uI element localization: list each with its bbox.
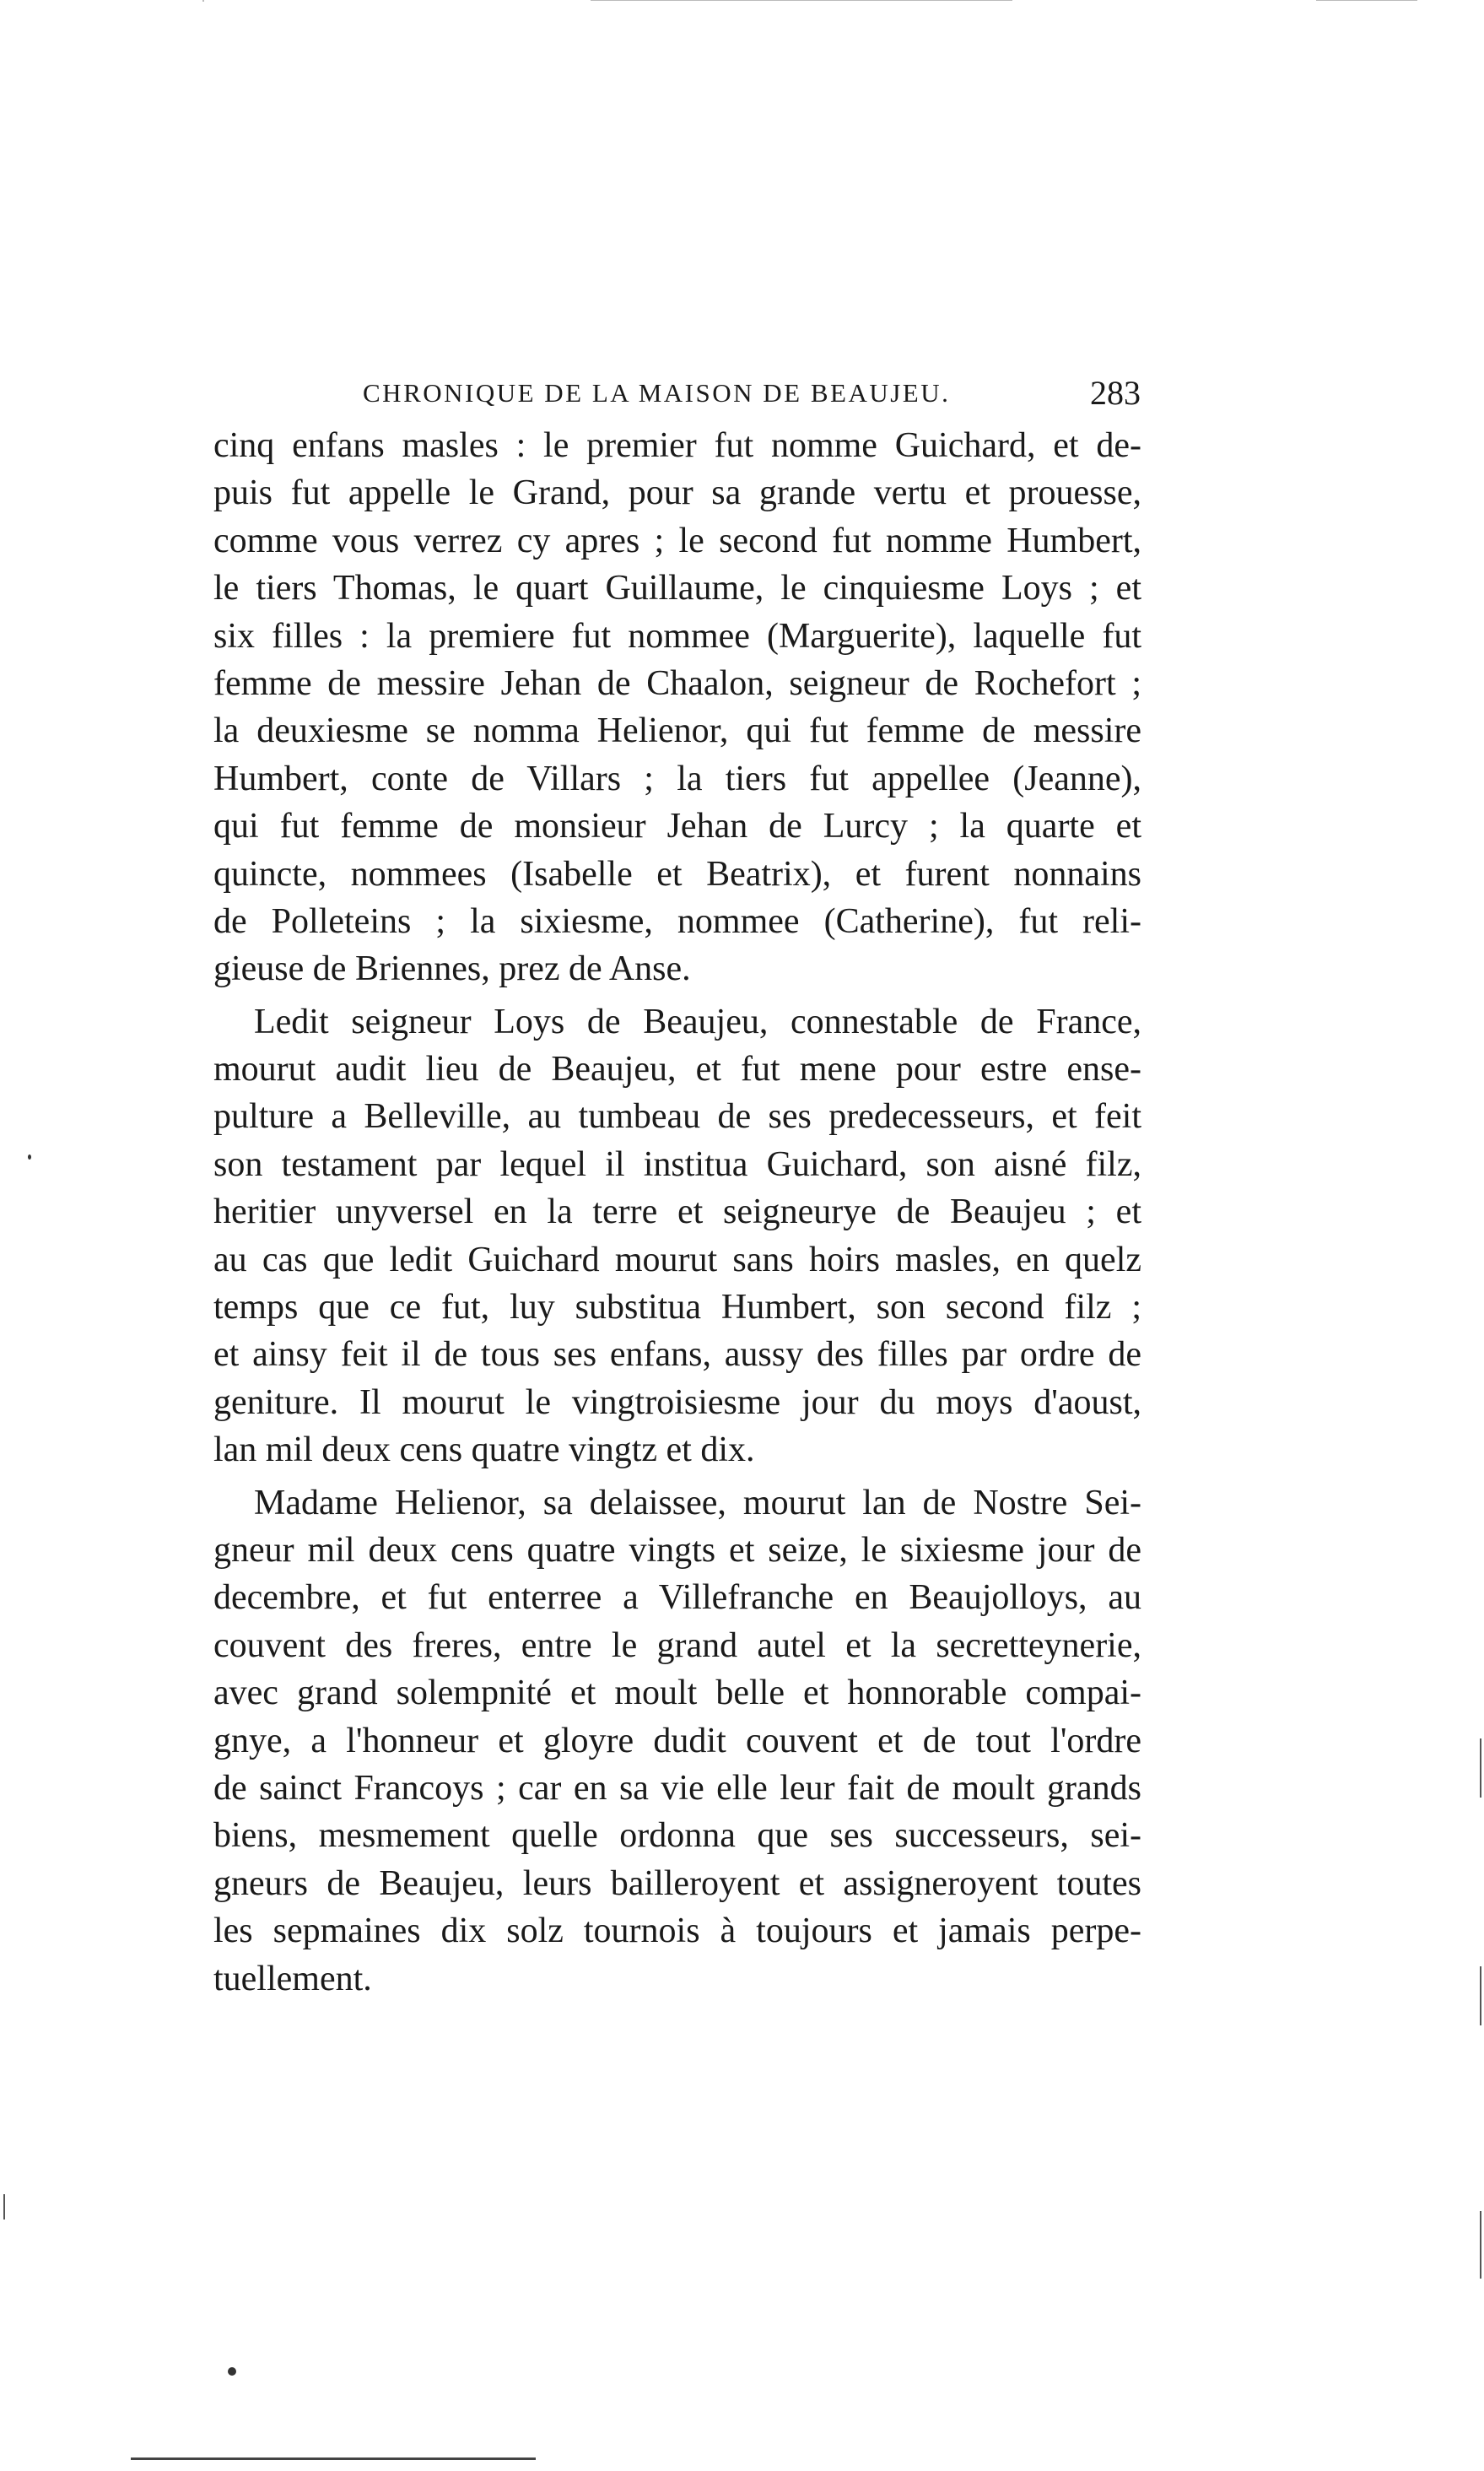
text-line: Ledit seigneur Loys de Beaujeu, connestable de France, [254, 1002, 1141, 1041]
text-line: couvent des freres, entre le grand autel et la secretteynerie, [213, 1625, 1141, 1665]
text-line: heritier unyversel en la terre et seigneurye de Beaujeu ; et [213, 1192, 1141, 1232]
text-line: comme vous verrez cy apres ; le second fut nomme Humbert, [213, 521, 1141, 560]
text-line: temps que ce fut, luy substitua Humbert, son second filz ; [213, 1288, 1141, 1327]
text-line: decembre, et fut enterree a Villefranche en Beaujolloys, au [213, 1578, 1141, 1618]
text-line: et ainsy feit il de tous ses enfans, aussy des filles par ordre de [213, 1335, 1141, 1375]
text-line: femme de messire Jehan de Chaalon, seigneur de Rochefort ; [213, 663, 1141, 703]
text-line: Madame Helienor, sa delaissee, mourut lan de Nostre Sei- [254, 1483, 1141, 1522]
text-line: geniture. Il mourut le vingtroisiesme jour du moys d'aoust, [213, 1382, 1141, 1422]
text-line: pulture a Belleville, au tumbeau de ses predecesseurs, et feit [213, 1097, 1141, 1137]
scan-bottom-rule [131, 2457, 536, 2460]
text-line: gneur mil deux cens quatre vingts et seize, le sixiesme jour de [213, 1530, 1141, 1570]
text-line: lan mil deux cens quatre vingtz et dix. [213, 1430, 755, 1470]
paragraph-1 [213, 422, 1141, 993]
text-line: qui fut femme de monsieur Jehan de Lurcy ; la quarte et [213, 807, 1141, 846]
page-number: 283 [1090, 374, 1141, 412]
scan-edge-mark [1480, 2211, 1481, 2279]
scan-edge-mark [1480, 1738, 1481, 1798]
text-line: tuellement. [213, 1959, 372, 1998]
text-line: gnye, a l'honneur et gloyre dudit couvent et de tout l'ordre [213, 1721, 1141, 1760]
text-line: biens, mesmement quelle ordonna que ses successeurs, sei- [213, 1816, 1141, 1856]
text-line: de sainct Francoys ; car en sa vie elle leur fait de moult grands [213, 1768, 1141, 1808]
paragraph-2 [213, 998, 1141, 1474]
text-line: les sepmaines dix solz tournois à toujours et jamais perpe- [213, 1911, 1141, 1951]
text-line: avec grand solempnité et moult belle et honnorable compai- [213, 1673, 1141, 1713]
text-line: son testament par lequel il institua Guichard, son aisné filz, [213, 1144, 1141, 1184]
page-header [363, 368, 1141, 419]
text-line: Humbert, conte de Villars ; la tiers fut appellee (Jeanne), [213, 759, 1141, 798]
text-line: puis fut appelle le Grand, pour sa grande vertu et prouesse, [213, 473, 1141, 513]
scan-speck [28, 1154, 31, 1160]
text-line: six filles : la premiere fut nommee (Marguerite), laquelle fut [213, 616, 1141, 656]
scan-edge-mark [1480, 1966, 1481, 2025]
body-text [213, 422, 1141, 2003]
text-line: quincte, nommees (Isabelle et Beatrix), et furent nonnains [213, 854, 1141, 894]
text-line: gieuse de Briennes, prez de Anse. [213, 949, 691, 989]
text-line: au cas que ledit Guichard mourut sans hoirs masles, en quelz [213, 1240, 1141, 1279]
scan-speck [228, 2367, 236, 2376]
running-title: CHRONIQUE DE LA MAISON DE BEAUJEU. [363, 378, 951, 408]
text-line: le tiers Thomas, le quart Guillaume, le cinquiesme Loys ; et [213, 569, 1141, 608]
text-line: cinq enfans masles : le premier fut nomme Guichard, et de- [213, 426, 1141, 465]
paragraph-3 [213, 1479, 1141, 2003]
text-line: la deuxiesme se nomma Helienor, qui fut femme de messire [213, 711, 1141, 751]
text-line: gneurs de Beaujeu, leurs bailleroyent et assigneroyent toutes [213, 1863, 1141, 1903]
scan-edge-mark [3, 2194, 5, 2220]
text-line: de Polleteins ; la sixiesme, nommee (Catherine), fut reli- [213, 901, 1141, 941]
text-line: mourut audit lieu de Beaujeu, et fut mene pour estre ense- [213, 1050, 1141, 1090]
